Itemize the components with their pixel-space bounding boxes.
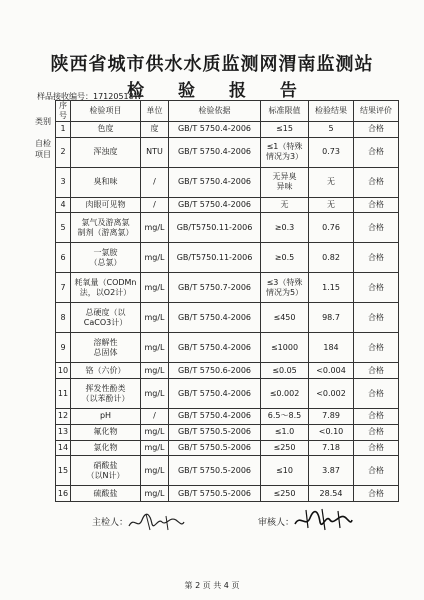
table-cell: ≤1000 [261,333,309,363]
table-cell: ≤0.05 [261,363,309,379]
table-cell: 98.7 [309,303,354,333]
table-cell: mg/L [141,456,169,486]
table-row [56,197,399,213]
table-row [56,137,399,167]
table-cell: 1.15 [309,273,354,303]
table-cell: pH [71,409,141,425]
table-cell: ≤3（特殊 情况为5） [261,273,309,303]
table-cell: 7.89 [309,409,354,425]
table-cell: 合格 [354,409,399,425]
table-row [56,122,399,138]
table-cell: 硫酸盐 [71,486,141,502]
table-cell: GB/T 5750.4-2006 [169,379,261,409]
table-row [56,363,399,379]
table-cell: 合格 [354,424,399,440]
table-cell: ≥0.3 [261,213,309,243]
table-cell: mg/L [141,213,169,243]
table-cell: 合格 [354,363,399,379]
table-cell: / [141,197,169,213]
table-cell: 合格 [354,197,399,213]
table-cell: 肉眼可见物 [71,197,141,213]
table-cell: 13 [56,424,71,440]
table-cell: 3 [56,167,71,197]
inspector-signature [126,510,186,534]
table-cell: 臭和味 [71,167,141,197]
table-cell: 溶解性 总固体 [71,333,141,363]
table-cell: mg/L [141,303,169,333]
table-cell: GB/T 5750.4-2006 [169,197,261,213]
table-cell: GB/T 5750.5-2006 [169,440,261,456]
table-row [56,273,399,303]
table-cell: GB/T 5750.5-2006 [169,424,261,440]
table-row [56,424,399,440]
table-cell: 合格 [354,440,399,456]
table-cell: 14 [56,440,71,456]
report-subtitle: 检 验 报 告 [127,81,311,101]
table-cell: mg/L [141,424,169,440]
table-cell: mg/L [141,363,169,379]
table-cell: 无 [309,167,354,197]
reviewer-signature [292,506,354,534]
table-cell: 度 [141,122,169,138]
table-cell: ≥0.5 [261,243,309,273]
table-row [56,379,399,409]
table-cell: ≤1（特殊 情况为3） [261,137,309,167]
table-cell: GB/T 5750.4-2006 [169,167,261,197]
table-cell: mg/L [141,243,169,273]
table-row [56,167,399,197]
table-cell: NTU [141,137,169,167]
table-row [56,440,399,456]
table-cell: GB/T 5750.4-2006 [169,303,261,333]
column-header: 单位 [141,101,169,122]
table-cell: 耗氧量（CODMn 法，以O2计） [71,273,141,303]
table-cell: 无 [261,197,309,213]
table-cell: 合格 [354,379,399,409]
table-row [56,213,399,243]
table-cell: 6 [56,243,71,273]
table-cell: 合格 [354,137,399,167]
table-row [56,243,399,273]
table-cell: 合格 [354,167,399,197]
table-cell: GB/T 5750.7-2006 [169,273,261,303]
table-row [56,456,399,486]
table-row [56,333,399,363]
table-cell: mg/L [141,273,169,303]
table-cell: 2 [56,137,71,167]
table-cell: GB/T 5750.4-2006 [169,409,261,425]
table-cell: 6.5～8.5 [261,409,309,425]
table-cell: ≤250 [261,440,309,456]
table-cell: 浑浊度 [71,137,141,167]
table-cell: 氯化物 [71,440,141,456]
column-header: 序号 [56,101,71,122]
report-title: 陕西省城市供水水质监测网渭南监测站 [50,54,374,75]
table-cell: 7.18 [309,440,354,456]
reviewer-label: 审核人： [258,518,295,528]
table-cell: 3.87 [309,456,354,486]
table-cell: 合格 [354,486,399,502]
table-cell: 16 [56,486,71,502]
table-cell: GB/T 5750.4-2006 [169,137,261,167]
category-value: 自检 项目 [35,139,51,159]
table-cell: 合格 [354,243,399,273]
table-cell: <0.004 [309,363,354,379]
table-cell: ≤15 [261,122,309,138]
table-cell: ≤250 [261,486,309,502]
table-cell: 合格 [354,122,399,138]
table-cell: 0.73 [309,137,354,167]
table-cell: <0.10 [309,424,354,440]
table-row [56,303,399,333]
table-cell: 12 [56,409,71,425]
table-cell: 无 [309,197,354,213]
table-cell: 合格 [354,456,399,486]
sample-number: 样品接收编号：17120518W [37,92,142,101]
table-cell: / [141,409,169,425]
table-cell: / [141,167,169,197]
table-cell: 氟化物 [71,424,141,440]
table-cell: 9 [56,333,71,363]
table-cell: mg/L [141,440,169,456]
table-cell: GB/T 5750.5-2006 [169,486,261,502]
table-cell: 4 [56,197,71,213]
table-cell: 铬（六价） [71,363,141,379]
table-cell: 184 [309,333,354,363]
table-row [56,409,399,425]
table-cell: mg/L [141,333,169,363]
table-cell: ≤10 [261,456,309,486]
category-header: 类别 [35,117,51,126]
table-cell: 硝酸盐 （以N计） [71,456,141,486]
table-cell: GB/T5750.11-2006 [169,213,261,243]
table-cell: 8 [56,303,71,333]
table-cell: mg/L [141,486,169,502]
table-cell: 0.76 [309,213,354,243]
table-cell: 0.82 [309,243,354,273]
table-cell: ≤0.002 [261,379,309,409]
table-cell: 无异臭 异味 [261,167,309,197]
table-cell: 5 [309,122,354,138]
table-cell: GB/T 5750.6-2006 [169,363,261,379]
table-cell: 10 [56,363,71,379]
table-cell: mg/L [141,379,169,409]
table-header-row [56,101,399,122]
table-row [56,486,399,502]
table-cell: <0.002 [309,379,354,409]
table-cell: 一氯胺 （总氯） [71,243,141,273]
results-table [55,100,399,502]
table-cell: 合格 [354,303,399,333]
column-header: 标准限值 [261,101,309,122]
table-cell: 氯气及游离氯 制剂（游离氯） [71,213,141,243]
table-cell: 总硬度（以 CaCO3计） [71,303,141,333]
table-cell: 挥发性酚类 （以苯酚计） [71,379,141,409]
table-cell: 合格 [354,273,399,303]
table-cell: GB/T 5750.4-2006 [169,333,261,363]
table-cell: 合格 [354,333,399,363]
table-cell: ≤450 [261,303,309,333]
column-header: 检验项目 [71,101,141,122]
column-header: 检验依据 [169,101,261,122]
column-header: 结果评价 [354,101,399,122]
table-cell: 5 [56,213,71,243]
table-cell: 色度 [71,122,141,138]
table-cell: 15 [56,456,71,486]
table-cell: GB/T5750.11-2006 [169,243,261,273]
inspector-label: 主检人： [92,518,129,528]
category-column [31,108,55,502]
table-cell: 11 [56,379,71,409]
table-cell: 7 [56,273,71,303]
table-cell: ≤1.0 [261,424,309,440]
table-cell: GB/T 5750.4-2006 [169,122,261,138]
column-header: 检验结果 [309,101,354,122]
table-cell: GB/T 5750.5-2006 [169,456,261,486]
page-number: 第 2 页 共 4 页 [184,581,240,590]
table-cell: 28.54 [309,486,354,502]
table-cell: 1 [56,122,71,138]
table-cell: 合格 [354,213,399,243]
